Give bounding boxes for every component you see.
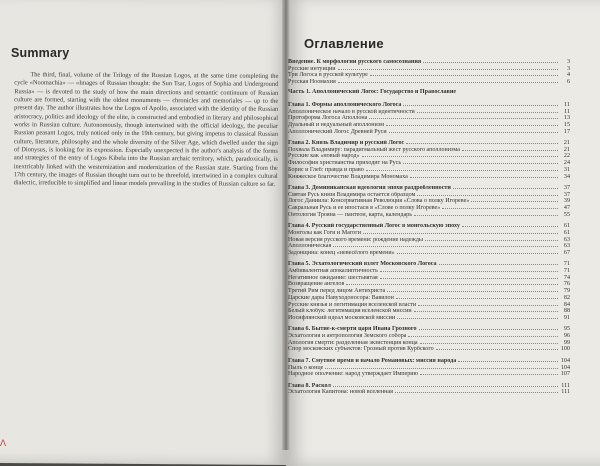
toc-entry [288,267,570,274]
toc-page-number: 21 [563,139,570,146]
toc-entry-title: Монголы как Гоги и Магоги [288,229,361,236]
toc-page-number: 55 [563,211,570,218]
toc-dot-leader [369,114,558,119]
toc-page-number: 82 [563,294,570,301]
toc-dot-leader [397,314,558,319]
toc-entry [288,339,570,346]
toc-dot-leader [414,307,558,312]
toc-dot-leader [333,382,558,387]
toc-page-number: 91 [563,315,570,321]
toc-entry [288,242,570,249]
corner-mark: Λ [0,438,7,448]
toc-dot-leader [389,128,558,133]
toc-entry [288,345,570,352]
toc-page-number: 4 [566,72,570,79]
toc-dot-leader [408,332,558,337]
toc-entry-title: Пыль о конце [288,364,324,371]
toc-chapter-entry [288,89,570,96]
toc-chapter-entry [288,382,570,389]
toc-chapter-entry [288,139,570,146]
toc-dot-leader [414,211,558,216]
toc-dot-leader [380,267,558,272]
toc-dot-leader [370,71,558,76]
toc-dot-leader [397,249,558,254]
toc-dot-leader [363,229,558,234]
toc-dot-leader [442,204,558,209]
toc-entry-title: Царские дары Навуходоносора: Вавилон [288,294,394,301]
toc-entry-title: Глава 1. Формы аполлонического Логоса [288,101,402,108]
toc-page-number: 31 [563,166,570,173]
toc-entry-title: Народное ополчение: народ утверждает Империю [288,371,419,378]
toc-entry [288,128,570,135]
toc-entry-title: Похвала Владимиру: парадигмальный жест русского аполлонизма [288,146,460,153]
toc-entry-title: Аполлонический Логос Древней Руси [288,128,387,135]
toc-page-number: 61 [563,223,570,230]
toc-page-number: 104 [560,357,570,364]
toc-entry-title: Глава 5. Эсхатологический взлет Московского Логоса [288,261,437,268]
toc-entry-title: Возвращение ангелов [288,281,345,288]
toc-entry-title: Негативное ожидание: шестьвятая [288,274,378,281]
toc-entry-title: Глава 3. Доминиканская идеология эпохи раздробленности [288,184,451,191]
toc-entry-title: Русские интуиции [288,65,336,72]
toc-entry [288,71,570,78]
toc-page-number: 71 [563,267,570,274]
toc-entry [288,152,570,159]
toc-entry [288,370,570,377]
toc-entry [288,229,570,236]
summary-paragraph: The third, final, volume of the Trilogy of the Russian Logos, at the same time completing the cycle «Noomachia» — «Images of Russian thought: the Sun Tsar, Logos of Sophia and Underground Russia» — is devoted to the study of how the main directions and semantic continuum of Russian culture are formed, starting with the oldest monuments — chronicles and memoriales — up to the present day. The author illustrates how the Logos of Apollo, associated with the identity of the Russian aristocracy, politics and ideology of the elite, is constructed and embodied in literary and philosophical works in Russian culture. Autonomously, though intertwined with the official ideology, the peculiar Russian peasant Logos, truly noticed only in the 19th century, but giving impetus to classical Russian culture, literature, philosophy and the whole diversity of the Silver Age, which dwelled under the sign of Dionysus, is looking for its expression. Especially unexpected is the author's analysis of the forms and strategies of the entry of Logos Kibela into the Russian archaic territory, which, paradoxically, is inextricably linked with the westernization and modernization of the Russian state. Starting from the 17th century, the images of Russian thought turn out to be threefold, intertwined in a complex cultural dialectic, irreducible to simplified and linear models prevailing in the studies of Russian culture so far. [13,71,279,189]
toc-entry-title: Русские князья и легитимация вселенской власти [288,301,417,308]
toc-entry-title: Третий Рим перед лицом Антихриста [288,288,386,295]
toc-entry [288,78,570,85]
toc-entry [288,191,570,198]
toc-dot-leader [325,364,558,369]
toc-page-number: 111 [561,389,570,396]
toc-dot-leader [423,58,558,63]
toc-entry [288,146,570,153]
toc-page-number: 3 [566,65,570,72]
toc-dot-leader [395,388,558,393]
toc-page-number: 76 [563,281,570,288]
toc-page-number: 34 [563,173,570,180]
toc-dot-leader [417,191,558,196]
toc-entry [288,108,570,115]
toc-entry-title: Часть 1. Аполлонический Логос: Государство и Православие [288,89,457,96]
toc-entry [288,314,570,321]
toc-entry-title: Белый клобук: легитимация вселенской миссии [288,308,412,315]
toc-page-number: 107 [560,371,570,378]
toc-page-number: 22 [563,153,570,160]
toc-dot-leader [436,345,558,350]
toc-page-number: 13 [563,115,570,122]
toc-entry [288,166,570,173]
toc-page-number: 24 [563,160,570,167]
summary-heading: Summary [11,46,70,60]
toc-page-number: 15 [563,121,570,128]
toc-dot-leader [396,294,558,299]
toc-dot-leader [403,101,558,106]
toc-entry [288,114,570,121]
toc-entry [288,280,570,287]
toc-entry-title: Княжеское благочестие Владимира Мономаха [288,173,408,180]
toc-dot-leader [419,325,558,330]
toc-dot-leader [387,287,558,292]
toc-dot-leader [471,197,558,202]
toc-dot-leader [453,184,558,189]
toc-chapter-entry [288,357,570,364]
toc-dot-leader [420,370,558,375]
toc-entry [288,301,570,308]
toc-entry [288,388,570,395]
toc-chapter-entry [288,58,570,65]
toc-entry-title: Глава 7. Смутное время и начало Романовых: миссия народа [288,357,457,364]
toc-chapter-entry [288,184,570,191]
left-page [0,0,290,465]
toc-page-number: 71 [563,261,570,268]
toc-entry-title: Дуальный и недуальный аполлонизм [288,121,384,128]
toc-entry [288,159,570,166]
toc-dot-leader [420,339,558,344]
toc-dot-leader [338,65,559,70]
toc-page-number: 100 [560,346,570,353]
toc-entry [288,307,570,314]
toc-page-number: 11 [564,101,570,108]
toc-page-number: 74 [563,274,570,281]
toc-entry-title: Святая Русь князя Владимира остается образцом [288,191,416,198]
toc-entry [288,249,570,256]
toc-page-number: 63 [563,243,570,250]
toc-page-number: 104 [560,364,570,371]
toc-chapter-entry [288,101,570,108]
toc-entry-title: Онтология Трояна — пантеон, карта, календарь [288,211,413,218]
toc-page-number: 111 [561,382,570,389]
toc-entry-title: Введение. К морфологии русского самосознания [288,59,422,65]
toc-entry-title: Философия христианства приходит на Русь [288,160,402,167]
toc-page-number: 17 [563,128,570,135]
toc-page-number: 95 [563,326,570,333]
toc-dot-leader [380,274,558,279]
toc-dot-leader [462,222,558,227]
toc-entry [288,211,570,218]
toc-entry [288,121,570,128]
toc-page-number: 63 [563,236,570,243]
toc-page-number: 11 [564,108,570,115]
toc-entry-title: Протоформа Логоса Аполлона [288,115,368,122]
toc-dot-leader [425,236,558,241]
toc-dot-leader [346,280,558,285]
toc-page-number: 88 [563,308,570,315]
toc-entry-title: Сакральная Русь и ее ипостаси в «Слове о полку Игореве» [288,205,441,212]
toc-entry [288,294,570,301]
toc-entry-title: Апология смерти: разделенная экзистенция конца [288,339,418,346]
toc-dot-leader [406,139,558,144]
toc-page-number: 6 [566,79,570,86]
toc-dot-leader [439,260,558,265]
toc-dot-leader [403,159,558,164]
toc-page-number: 99 [563,339,570,346]
toc-chapter-entry [288,260,570,267]
toc-entry-title: Спор московских субъектов: Грозный против Курбского [288,346,434,353]
toc-entry [288,364,570,371]
toc-page-number: 37 [563,191,570,198]
toc-entry-title: Логос Даниила: Консервативная Революция «Слова о полку Игореве» [288,198,470,205]
toc-page-number: 96 [563,333,570,340]
toc-dot-leader [462,146,558,151]
toc-dot-leader [366,166,558,171]
toc-entry [288,332,570,339]
toc-entry-title: Русские как «новый народ» [288,153,360,160]
toc-page-number: 79 [563,288,570,295]
toc-page-number: 67 [563,249,570,256]
toc-page-number: 61 [563,229,570,236]
toc-chapter-entry [288,325,570,332]
toc-dot-leader [410,173,558,178]
toc-page-number: 3 [566,59,570,65]
toc-entry-title: Борис и Глеб: правда и право [288,166,364,173]
toc-dot-leader [338,78,558,83]
toc-entry-title: Глава 2. Князь Владимир и русский Логос [288,139,405,146]
toc-entry [288,204,570,211]
toc-dot-leader [418,301,558,306]
toc-page-number: 21 [563,146,570,153]
toc-dot-leader [333,242,558,247]
toc-dot-leader [417,108,558,113]
toc-entry [288,65,570,72]
table-of-contents [288,58,570,395]
toc-entry-title: Эсхатология Капитона: новой вселенная [288,389,393,396]
toc-dot-leader [362,152,559,157]
toc-dot-leader [386,121,558,126]
toc-entry-title: Аполлоническое начало в русской идентичности [288,108,415,115]
toc-entry [288,287,570,294]
toc-entry-title: Глава 4. Русский государственный Логос в монгольскую эпоху [288,223,460,230]
toc-page-number: 37 [563,184,570,191]
toc-entry [288,236,570,243]
toc-entry-title: Аполлоническая [288,243,332,250]
toc-entry [288,197,570,204]
toc-entry-title: Новая версия русского времени: рождение надежды [288,236,424,243]
toc-entry-title: Эсхатология и антропология Земского собора [288,333,407,340]
toc-entry-title: Глава 8. Раскол [288,382,331,389]
toc-entry-title: Амбивалентная апокалиптичность [288,267,378,274]
toc-entry [288,173,570,180]
toc-entry [288,274,570,281]
toc-entry-title: Задонщина: конец «невесёлого времени» [288,249,395,256]
toc-page-number: 39 [563,198,570,205]
toc-entry-title: Иосифлянский идеал московской миссии [288,315,396,321]
toc-chapter-entry [288,222,570,229]
toc-entry-title: Три Логоса в русской культуре [288,72,368,79]
toc-dot-leader [458,357,558,362]
toc-heading: Оглавление [304,36,384,51]
toc-entry-title: Русская Ноомахия [288,79,336,86]
toc-entry-title: Глава 6. Бытие-к-смерти царя Ивана Грозного [288,326,417,333]
toc-page-number: 84 [563,301,570,308]
toc-page-number: 47 [563,205,570,212]
